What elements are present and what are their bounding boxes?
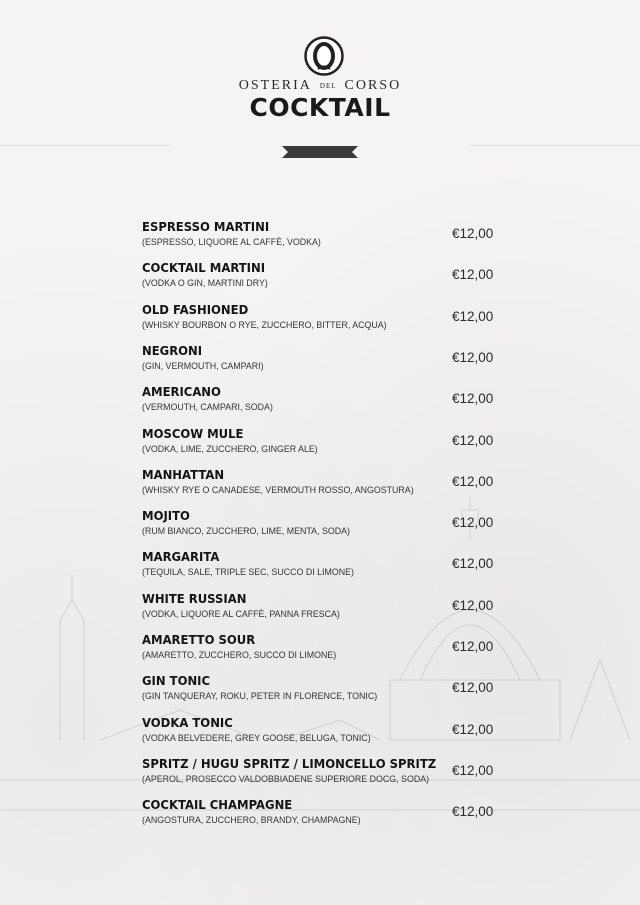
menu-item-name: AMARETTO SOUR xyxy=(142,632,256,647)
menu-item-description: (VODKA, LIQUORE AL CAFFÈ, PANNA FRESCA) xyxy=(142,608,340,620)
menu-item xyxy=(142,508,502,548)
menu-item-price: €12,00 xyxy=(452,349,494,365)
menu-item xyxy=(142,549,502,589)
menu-item-description: (VERMOUTH, CAMPARI, SODA) xyxy=(142,402,273,414)
menu-item xyxy=(142,756,502,796)
menu-item-description: (RUM BIANCO, ZUCCHERO, LIME, MENTA, SODA) xyxy=(142,526,350,538)
menu-item-price: €12,00 xyxy=(452,721,494,737)
menu-item-description: (ESPRESSO, LIQUORE AL CAFFÈ, VODKA) xyxy=(142,237,321,248)
menu-item-description: (WHISKY RYE O CANADESE, VERMOUTH ROSSO, ANGOSTURA) xyxy=(142,484,414,496)
menu-item xyxy=(142,426,502,466)
divider-left xyxy=(0,145,170,146)
brand-name-right: CORSO xyxy=(344,78,402,93)
menu-item-name: MANHATTAN xyxy=(142,466,225,482)
menu-item-name: VODKA TONIC xyxy=(142,714,233,730)
menu-item-name: AMERICANO xyxy=(142,384,221,400)
menu-item-price: €12,00 xyxy=(452,762,494,778)
menu-item-price: €12,00 xyxy=(452,391,494,407)
menu-item-description: (WHISKY BOURBON O RYE, ZUCCHERO, BITTER, ACQUA) xyxy=(142,319,387,331)
menu-item xyxy=(142,302,502,342)
restaurant-name xyxy=(0,78,640,94)
menu-item-price: €12,00 xyxy=(452,680,494,696)
menu-item-name: MARGARITA xyxy=(142,549,220,565)
menu-item-description: (VODKA O GIN, MARTINI DRY) xyxy=(142,278,268,290)
menu-item xyxy=(142,467,502,507)
menu-item-price: €12,00 xyxy=(452,556,494,572)
menu-item xyxy=(142,632,502,672)
menu-item xyxy=(142,673,502,713)
menu-item-name: GIN TONIC xyxy=(142,673,211,689)
menu-item-price: €12,00 xyxy=(452,432,494,448)
menu-item-price: €12,00 xyxy=(452,473,494,489)
menu-item xyxy=(142,591,502,631)
menu-item-name: ESPRESSO MARTINI xyxy=(142,219,270,234)
menu-item-description: (GIN, VERMOUTH, CAMPARI) xyxy=(142,360,264,372)
menu-item xyxy=(142,343,502,383)
menu-item-name: MOSCOW MULE xyxy=(142,425,244,441)
menu-item-name: MOJITO xyxy=(142,508,190,524)
menu-item-price: €12,00 xyxy=(452,308,494,324)
menu-item-price: €12,00 xyxy=(452,267,494,283)
page-title: COCKTAIL xyxy=(249,93,391,122)
menu-item-name: OLD FASHIONED xyxy=(142,301,249,317)
menu-item-name: COCKTAIL MARTINI xyxy=(142,260,266,276)
menu-item-description: (ANGOSTURA, ZUCCHERO, BRANDY, CHAMPAGNE) xyxy=(142,815,361,827)
menu-item xyxy=(142,797,502,837)
menu-item-price: €12,00 xyxy=(452,804,494,820)
circle-o-logo-icon xyxy=(304,36,344,76)
menu-item-description: (VODKA BELVEDERE, GREY GOOSE, BELUGA, TONIC) xyxy=(142,732,371,744)
divider-right xyxy=(470,145,640,146)
menu-item-description: (APEROL, PROSECCO VALDOBBIADENE SUPERIORE DOCG, SODA) xyxy=(142,773,430,785)
menu-item xyxy=(142,715,502,755)
menu-item-price: €12,00 xyxy=(452,226,494,241)
menu-item-description: (AMARETTO, ZUCCHERO, SUCCO DI LIMONE) xyxy=(142,650,337,661)
menu-item-name: NEGRONI xyxy=(142,342,203,358)
menu-item xyxy=(142,384,502,424)
menu-item-name: COCKTAIL CHAMPAGNE xyxy=(142,797,293,813)
menu-item-price: €12,00 xyxy=(452,639,494,654)
menu-item xyxy=(142,260,502,300)
menu-item-description: (VODKA, LIME, ZUCCHERO, GINGER ALE) xyxy=(142,443,318,455)
menu-item xyxy=(142,219,502,259)
menu-item-description: (TEQUILA, SALE, TRIPLE SEC, SUCCO DI LIMONE) xyxy=(142,567,354,579)
menu-item-price: €12,00 xyxy=(452,597,494,613)
brand-name-mid: DEL xyxy=(319,81,337,90)
ribbon-divider xyxy=(282,146,358,158)
menu-item-name: SPRITZ / HUGU SPRITZ / LIMONCELLO SPRITZ xyxy=(142,755,437,771)
menu-item-price: €12,00 xyxy=(452,515,494,531)
menu-item-name: WHITE RUSSIAN xyxy=(142,590,247,606)
menu-item-description: (GIN TANQUERAY, ROKU, PETER IN FLORENCE, TONIC) xyxy=(142,691,378,703)
brand-name-left: OSTERIA xyxy=(238,78,312,93)
